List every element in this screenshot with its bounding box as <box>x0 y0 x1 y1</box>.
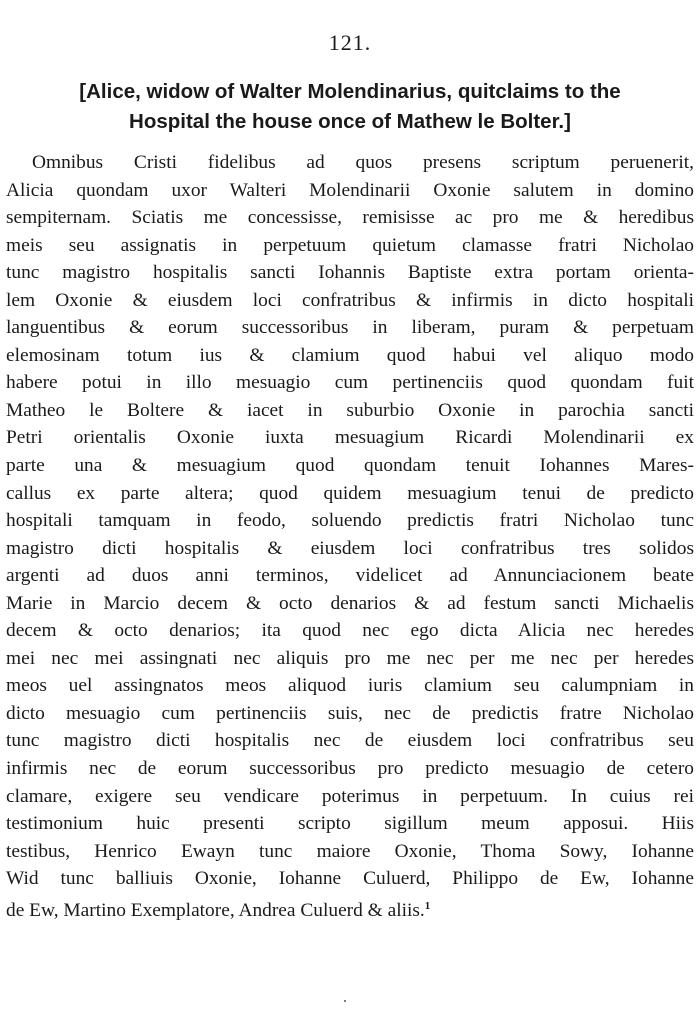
body-line <box>6 810 694 838</box>
body-line <box>6 424 694 452</box>
body-line <box>6 617 694 645</box>
body-line <box>6 452 694 480</box>
body-line-text: Matheo le Boltere & iacet in suburbio Oxonie in parochia sancti <box>6 399 694 421</box>
body-line <box>6 204 694 232</box>
body-line <box>6 562 694 590</box>
body-line <box>6 755 694 783</box>
body-line <box>6 149 694 177</box>
body-line-text: tunc magistro dicti hospitalis nec de eiusdem loci confratribus seu <box>6 730 694 752</box>
body-line-text: Petri orientalis Oxonie iuxta mesuagium Ricardi Molendinarii ex <box>6 427 694 449</box>
body-line <box>6 480 694 508</box>
body-line <box>6 783 694 811</box>
document-heading <box>16 77 684 137</box>
body-line <box>6 507 694 535</box>
body-line <box>6 232 694 260</box>
body-line <box>6 590 694 618</box>
body-line-text: decem & octo denarios; ita quod nec ego dicta Alicia nec heredes <box>6 620 694 642</box>
body-line-text: Omnibus Cristi fidelibus ad quos presens scriptum peruenerit, <box>32 152 694 173</box>
body-line <box>6 369 694 397</box>
body-line-text: lem Oxonie & eiusdem loci confratribus & infirmis in dicto hospitali <box>6 289 694 311</box>
document-body <box>6 149 694 924</box>
heading-line: Hospital the house once of Mathew le Bolter.] <box>129 110 571 133</box>
body-line-text: testimonium huic presenti scripto sigillum meum apposui. Hiis <box>6 813 694 835</box>
body-line-text: Marie in Marcio decem & octo denarios & ad festum sancti Michaelis <box>6 592 694 614</box>
body-line <box>6 645 694 673</box>
body-line-text: mei nec mei assingnati nec aliquis pro me nec per me nec per heredes <box>6 647 694 669</box>
body-line-text: testibus, Henrico Ewayn tunc maiore Oxonie, Thoma Sowy, Iohanne <box>6 840 694 862</box>
body-line-text: Wid tunc balliuis Oxonie, Iohanne Culuerd, Philippo de Ew, Iohanne <box>6 868 694 890</box>
body-line-text: languentibus & eorum successoribus in liberam, puram & perpetuam <box>6 317 694 339</box>
body-line <box>6 727 694 755</box>
body-line <box>6 865 694 893</box>
body-line-text: parte una & mesuagium quod quondam tenuit Iohannes Mares- <box>6 455 694 477</box>
document-number: 121. <box>328 30 372 55</box>
body-line <box>6 672 694 700</box>
footnote-marker[interactable]: 1 <box>424 899 431 912</box>
body-line-text: tunc magistro hospitalis sancti Iohannis Baptiste extra portam orienta- <box>6 262 694 284</box>
body-line-text: elemosinam totum ius & clamium quod habui vel aliquo modo <box>6 344 694 366</box>
body-line-text: clamare, exigere seu vendicare poterimus in perpetuum. In cuius rei <box>6 785 694 807</box>
body-line-text: callus ex parte altera; quod quidem mesuagium tenui de predicto <box>6 482 694 504</box>
body-line <box>6 177 694 205</box>
body-line-text: magistro dicti hospitalis & eiusdem loci confratribus tres solidos <box>6 537 694 559</box>
body-line-text: dicto mesuagio cum pertinenciis suis, nec de predictis fratre Nicholao <box>6 702 694 724</box>
body-line-text: meis seu assignatis in perpetuum quietum clamasse fratri Nicholao <box>6 234 694 256</box>
body-line-text: infirmis nec de eorum successoribus pro predicto mesuagio de cetero <box>6 758 694 780</box>
body-line <box>6 535 694 563</box>
body-line-text: meos uel assingnatos meos aliquod iuris clamium seu calumpniam in <box>6 675 694 697</box>
body-line <box>6 259 694 287</box>
body-line-text: hospitali tamquam in feodo, soluendo predictis fratri Nicholao tunc <box>6 510 694 532</box>
body-line-text: sempiternam. Sciatis me concessisse, remisisse ac pro me & heredibus <box>6 207 694 229</box>
body-line-text: habere potui in illo mesuagio cum pertinenciis quod quondam fuit <box>6 372 694 394</box>
body-line <box>6 314 694 342</box>
page-mark <box>344 1000 346 1002</box>
body-line-text: argenti ad duos anni terminos, videlicet ad Annunciacionem beate <box>6 565 694 587</box>
body-line <box>6 397 694 425</box>
body-line-text: Alicia quondam uxor Walteri Molendinarii Oxonie salutem in domino <box>6 179 694 201</box>
heading-line: [Alice, widow of Walter Molendinarius, quitclaims to the <box>79 80 621 103</box>
body-line <box>6 287 694 315</box>
body-line <box>6 700 694 728</box>
body-line <box>6 893 694 925</box>
body-line <box>6 342 694 370</box>
body-line <box>6 838 694 866</box>
body-line-text: de Ew, Martino Exemplatore, Andrea Culuerd & aliis. <box>6 899 425 921</box>
